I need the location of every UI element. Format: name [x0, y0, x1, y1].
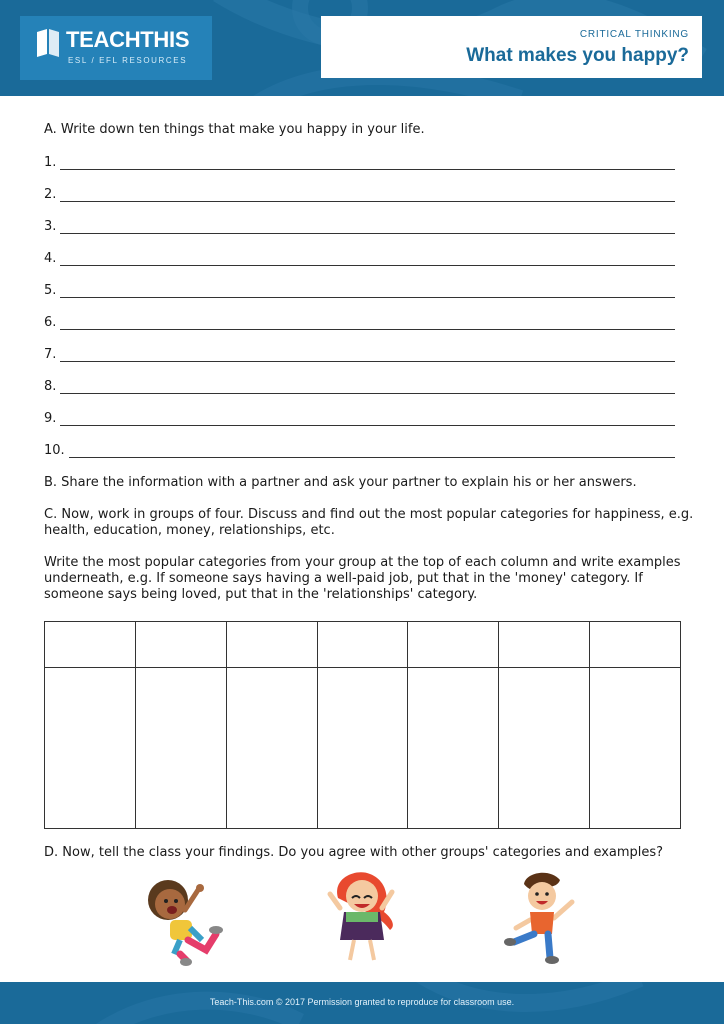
category-examples-cell[interactable] — [408, 668, 499, 829]
category-examples-cell[interactable] — [135, 668, 226, 829]
category-header-cell[interactable] — [499, 622, 590, 668]
category-header-cell[interactable] — [590, 622, 681, 668]
answer-number: 5. — [44, 283, 57, 298]
answer-blank[interactable] — [60, 315, 675, 330]
worksheet-category: CRITICAL THINKING — [579, 29, 689, 40]
category-header-row — [45, 622, 681, 668]
brand-name: TEACHTHIS — [66, 27, 190, 52]
boy-jumping-illustration — [500, 870, 582, 966]
answer-number: 1. — [44, 155, 57, 170]
answer-number: 9. — [44, 411, 57, 426]
section-c-note: Write the most popular categories from your group at the top of each column and write examples underneath, e.g. If someone says having a well-paid job, put that in the 'money' category. If someone says being loved, put that in the 'relationships' category. — [44, 555, 681, 602]
category-examples-row — [45, 668, 681, 829]
category-header-cell[interactable] — [226, 622, 317, 668]
category-examples-cell[interactable] — [45, 668, 136, 829]
category-examples-cell[interactable] — [317, 668, 408, 829]
girl-kid-illustration — [326, 868, 398, 966]
answer-line[interactable] — [44, 152, 675, 170]
answer-blank[interactable] — [60, 411, 675, 426]
page-header — [0, 0, 724, 96]
section-b-instruction: B. Share the information with a partner and ask your partner to explain his or her answers. — [44, 475, 637, 490]
answer-number: 4. — [44, 251, 57, 266]
answer-number: 7. — [44, 347, 57, 362]
category-examples-cell[interactable] — [590, 668, 681, 829]
category-header-cell[interactable] — [408, 622, 499, 668]
page-footer — [0, 982, 724, 1024]
answer-line[interactable] — [44, 280, 675, 298]
answer-line[interactable] — [44, 248, 675, 266]
answer-line[interactable] — [44, 312, 675, 330]
copyright-notice: Teach-This.com © 2017 Permission granted to reproduce for classroom use. — [209, 997, 515, 1007]
worksheet-title-box — [321, 16, 702, 78]
answer-line[interactable] — [44, 408, 675, 426]
answer-line[interactable] — [44, 376, 675, 394]
answer-blank[interactable] — [60, 251, 675, 266]
category-header-cell[interactable] — [45, 622, 136, 668]
answer-number: 2. — [44, 187, 57, 202]
answer-number: 10. — [44, 443, 65, 458]
answer-number: 6. — [44, 315, 57, 330]
category-table — [44, 621, 681, 829]
category-examples-cell[interactable] — [226, 668, 317, 829]
answer-blank[interactable] — [60, 187, 675, 202]
answer-blank[interactable] — [69, 443, 675, 458]
answer-number: 8. — [44, 379, 57, 394]
answer-blank[interactable] — [60, 219, 675, 234]
answer-line[interactable] — [44, 440, 675, 458]
section-c-instruction: C. Now, work in groups of four. Discuss and find out the most popular categories for happiness, e.g. health, education, money, relationships, etc. — [44, 507, 694, 538]
category-header-cell[interactable] — [135, 622, 226, 668]
answer-line[interactable] — [44, 184, 675, 202]
book-icon — [34, 26, 62, 58]
answer-line[interactable] — [44, 216, 675, 234]
boy-kid-illustration — [140, 874, 224, 968]
section-d-instruction: D. Now, tell the class your findings. Do you agree with other groups' categories and examples? — [44, 845, 664, 860]
answer-blank[interactable] — [60, 347, 675, 362]
answer-blank[interactable] — [60, 283, 675, 298]
category-header-cell[interactable] — [317, 622, 408, 668]
category-examples-cell[interactable] — [499, 668, 590, 829]
answer-blank[interactable] — [60, 155, 675, 170]
section-a-instruction: A. Write down ten things that make you happy in your life. — [44, 122, 425, 137]
answer-line[interactable] — [44, 344, 675, 362]
answer-blank[interactable] — [60, 379, 675, 394]
teachthis-logo[interactable] — [20, 16, 212, 80]
page-title: What makes you happy? — [466, 45, 689, 66]
brand-tagline: ESL / EFL RESOURCES — [68, 56, 188, 65]
answer-number: 3. — [44, 219, 57, 234]
